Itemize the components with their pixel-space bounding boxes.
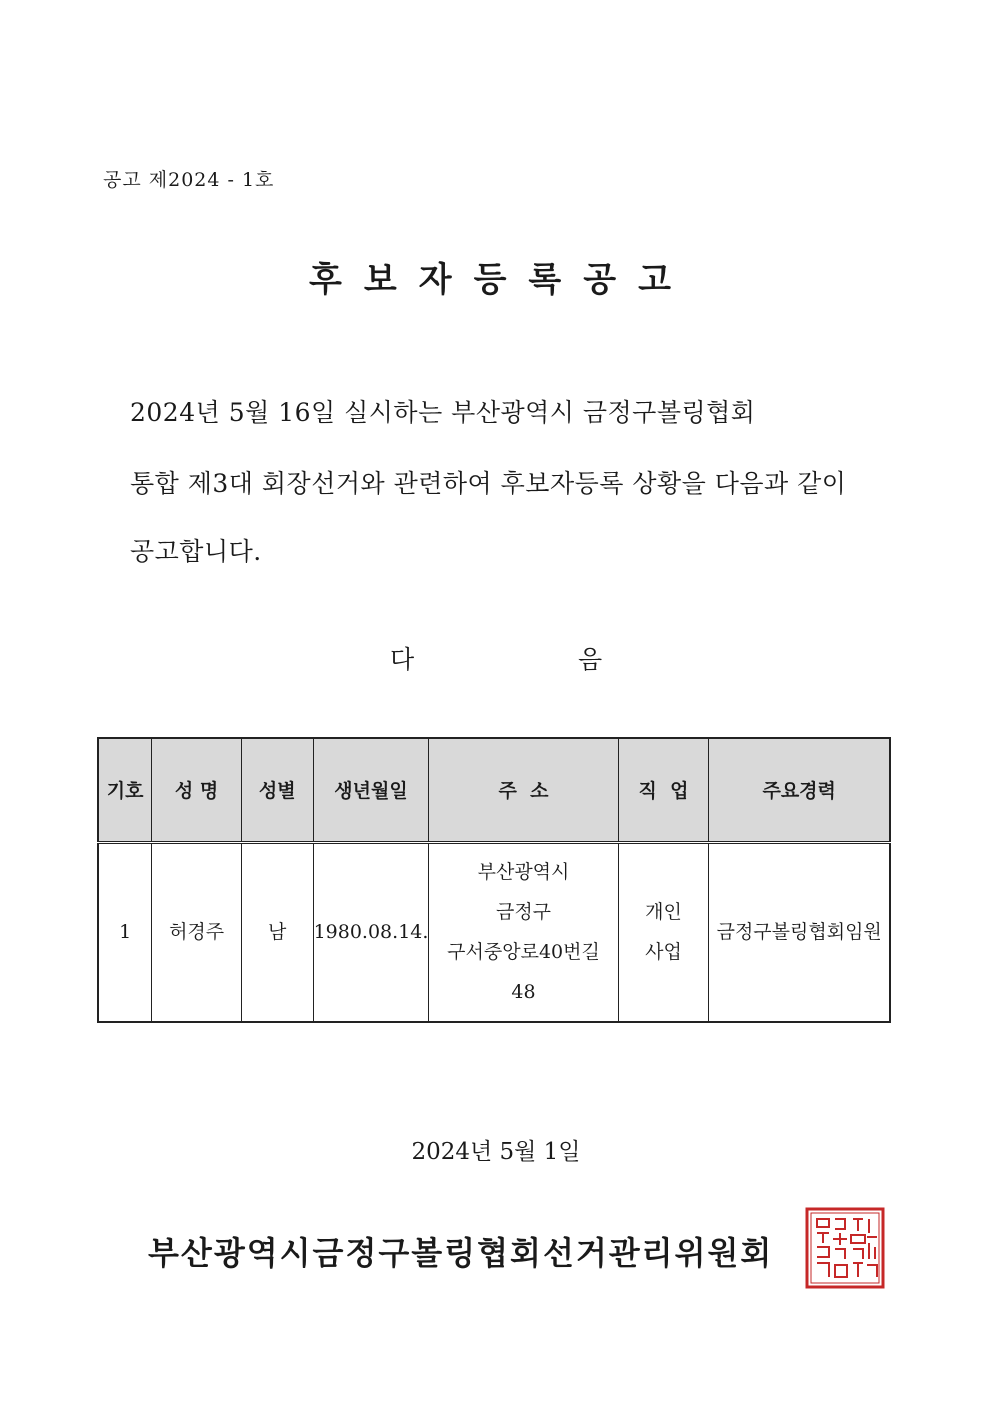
document-title: 후보자등록공고: [309, 260, 693, 300]
body-text-line-3: 공고합니다.: [130, 537, 262, 566]
header-number: 기호: [98, 738, 152, 842]
address-line-1: 부산광역시: [477, 861, 570, 884]
address-line-3: 구서중앙로40번길: [447, 941, 600, 964]
table-header-row: [98, 738, 890, 842]
cell-birth-date: 1980.08.14.: [313, 842, 429, 1022]
header-name: 성 명: [152, 738, 242, 842]
cell-address: [429, 842, 618, 1022]
address-line-4: 48: [511, 981, 536, 1004]
issue-date: 2024년 5월 1일: [411, 1139, 581, 1165]
cell-career: 금정구볼링협회임원: [709, 842, 890, 1022]
address-line-2: 금정구: [495, 901, 552, 924]
remarks-heading-char-2: 음: [578, 645, 603, 674]
occupation-line-1: 개인: [645, 901, 682, 924]
header-address: 주 소: [429, 738, 618, 842]
cell-occupation: [618, 842, 709, 1022]
notice-number: 공고 제2024 - 1호: [103, 169, 275, 191]
table-row: [98, 842, 890, 1022]
cell-gender: 남: [241, 842, 313, 1022]
candidate-table: [97, 737, 891, 1023]
cell-number: 1: [98, 842, 152, 1022]
occupation-line-2: 사업: [645, 941, 682, 964]
remarks-heading-char-1: 다: [390, 645, 415, 674]
cell-name: 허경주: [152, 842, 242, 1022]
header-birth-date: 생년월일: [313, 738, 429, 842]
official-seal-icon: [805, 1207, 885, 1289]
header-occupation: 직 업: [618, 738, 709, 842]
header-career: 주요경력: [709, 738, 890, 842]
header-gender: 성별: [241, 738, 313, 842]
committee-name: 부산광역시금정구볼링협회선거관리위원회: [148, 1234, 774, 1272]
body-text-line-1: 2024년 5월 16일 실시하는 부산광역시 금정구볼링협회: [130, 398, 756, 427]
body-text-line-2: 통합 제3대 회장선거와 관련하여 후보자등록 상황을 다음과 같이: [130, 469, 847, 498]
